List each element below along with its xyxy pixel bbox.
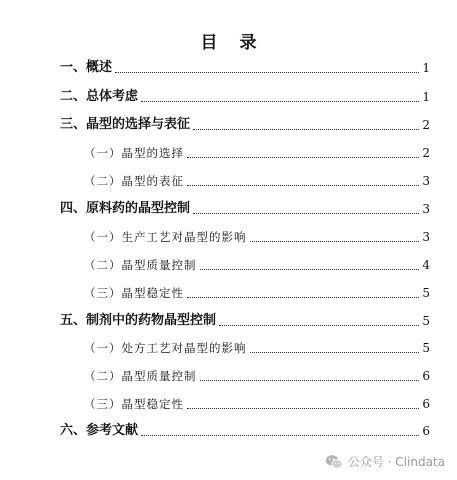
toc-entry-page-number: 1 <box>422 90 430 104</box>
toc-dot-leader <box>187 157 419 158</box>
toc-entry-page-number: 6 <box>422 397 430 411</box>
toc-entry-page-number: 4 <box>422 258 430 272</box>
watermark <box>325 453 445 470</box>
toc-entry-page-number: 5 <box>422 341 430 355</box>
toc-entry-page-number: 5 <box>422 314 430 328</box>
toc-entry-label: （二）晶型的表征 <box>84 174 184 188</box>
toc-entry-label: 二、总体考虑 <box>60 89 139 104</box>
toc-entry <box>84 255 430 275</box>
toc-entry <box>60 58 430 78</box>
toc-dot-leader <box>187 185 419 186</box>
toc-entry <box>60 115 430 135</box>
toc-entry <box>84 283 430 303</box>
toc-entry-label: 一、概述 <box>60 60 113 75</box>
toc-entry <box>60 87 430 107</box>
toc-dot-leader <box>200 380 420 381</box>
toc-entry <box>84 143 430 163</box>
toc-entry-page-number: 3 <box>422 202 430 216</box>
toc-entry-label: （二）晶型质量控制 <box>84 369 197 383</box>
toc-entry-label: 三、晶型的选择与表征 <box>60 117 191 132</box>
toc-entry <box>84 366 430 386</box>
toc-entry-label: 六、参考文献 <box>60 423 139 438</box>
toc-entry-page-number: 2 <box>422 118 430 132</box>
toc-entry-label: （二）晶型质量控制 <box>84 258 197 272</box>
toc-dot-leader <box>250 241 420 242</box>
toc-dot-leader <box>200 269 420 270</box>
toc-entry-label: （三）晶型稳定性 <box>84 397 184 411</box>
toc-entry-page-number: 3 <box>422 230 430 244</box>
toc-entry <box>60 311 430 331</box>
toc-entry-page-number: 6 <box>422 424 430 438</box>
document-title: 目 录 <box>200 33 265 53</box>
toc-entry <box>60 199 430 219</box>
toc-entry <box>60 421 430 441</box>
toc-entry-page-number: 5 <box>422 286 430 300</box>
toc-dot-leader <box>115 72 419 73</box>
toc-dot-leader <box>187 408 419 409</box>
toc-dot-leader <box>141 435 419 436</box>
toc-entry-page-number: 2 <box>422 146 430 160</box>
toc-entry-label: （一）晶型的选择 <box>84 146 184 160</box>
toc-entry-label: （一）生产工艺对晶型的影响 <box>84 230 247 244</box>
toc-entry-page-number: 6 <box>422 369 430 383</box>
toc-entry-page-number: 1 <box>422 61 430 75</box>
toc-entry-page-number: 3 <box>422 174 430 188</box>
toc-entry <box>84 338 430 358</box>
toc-dot-leader <box>219 325 419 326</box>
wechat-icon <box>325 454 343 470</box>
toc-dot-leader <box>187 297 419 298</box>
watermark-text: 公众号 · Clindata <box>347 455 445 469</box>
toc-entry-label: （一）处方工艺对晶型的影响 <box>84 341 247 355</box>
toc-dot-leader <box>193 213 419 214</box>
toc-entry-label: （三）晶型稳定性 <box>84 286 184 300</box>
toc-dot-leader <box>193 129 419 130</box>
toc-entry-label: 五、制剂中的药物晶型控制 <box>60 313 217 328</box>
toc-entry-label: 四、原料药的晶型控制 <box>60 201 191 216</box>
toc-entry <box>84 171 430 191</box>
toc-entry <box>84 227 430 247</box>
toc-dot-leader <box>250 352 420 353</box>
toc-entry <box>84 394 430 414</box>
toc-dot-leader <box>141 101 419 102</box>
